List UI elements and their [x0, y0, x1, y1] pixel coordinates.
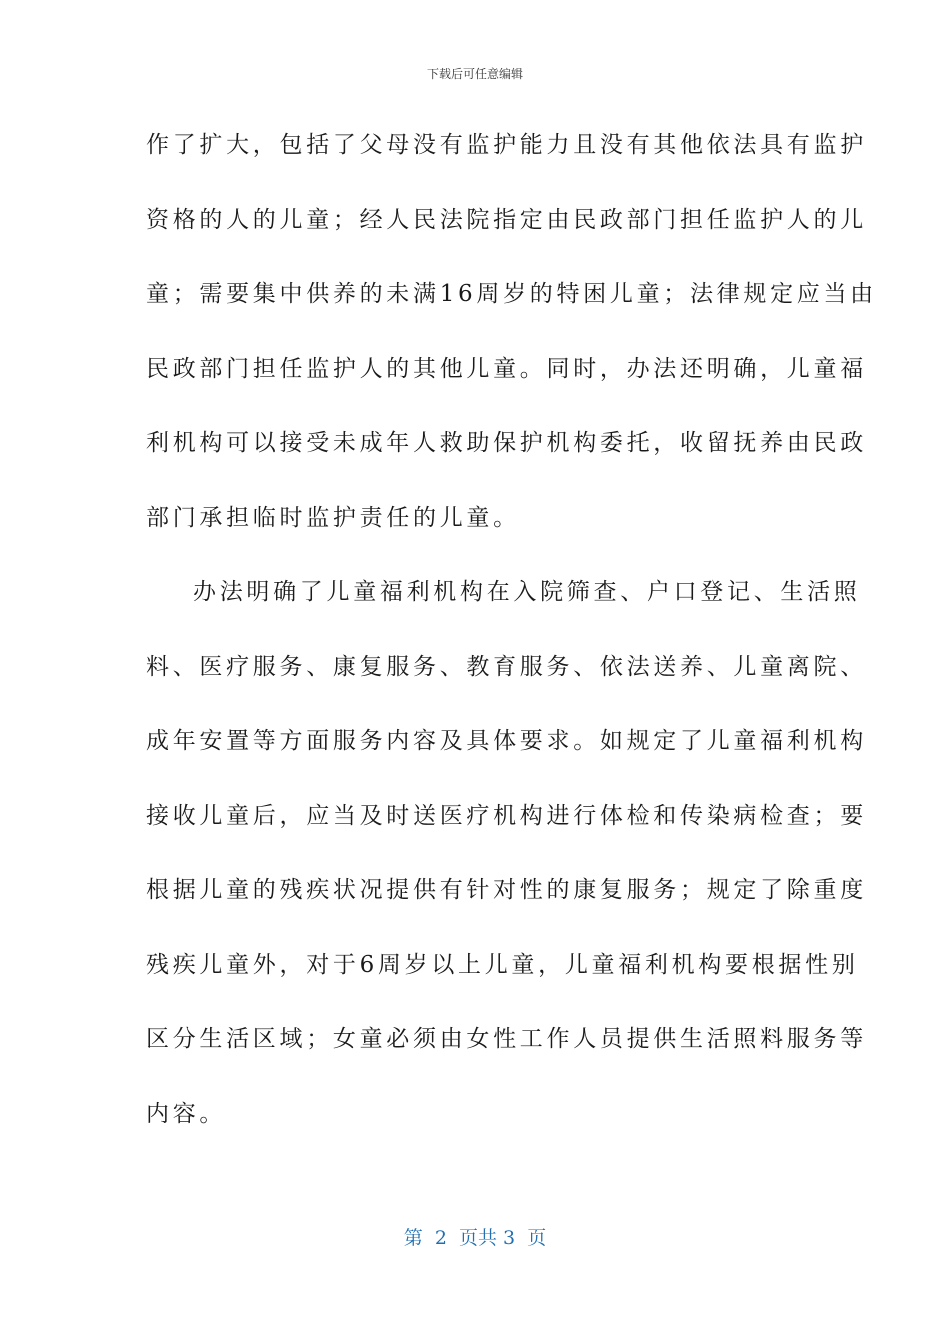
- paragraph-line: 部门承担临时监护责任的儿童。: [146, 504, 520, 531]
- paragraph-line: 区分生活区域；女童必须由女性工作人员提供生活照料服务等: [146, 1026, 867, 1052]
- paragraph-line: 童；需要集中供养的未满16周岁的特困儿童；法律规定应当由: [146, 281, 877, 307]
- paragraph-line: 内容。: [146, 1100, 227, 1127]
- paragraph-line: 办法明确了儿童福利机构在入院筛查、户口登记、生活照: [193, 579, 861, 605]
- page-header: 下载后可任意编辑: [426, 67, 523, 81]
- paragraph-line: 作了扩大，包括了父母没有监护能力且没有其他依法具有监护: [146, 132, 867, 158]
- paragraph-line: 利机构可以接受未成年人救助保护机构委托，收留抚养由民政: [146, 430, 867, 456]
- paragraph-line: 接收儿童后，应当及时送医疗机构进行体检和传染病检查；要: [146, 802, 867, 829]
- paragraph-line: 根据儿童的残疾状况提供有针对性的康复服务；规定了除重度: [146, 877, 867, 903]
- document-body: [146, 108, 877, 1151]
- paragraph-line: 资格的人的儿童；经人民法院指定由民政部门担任监护人的儿: [146, 206, 867, 233]
- paragraph-line: 残疾儿童外，对于6周岁以上儿童，儿童福利机构要根据性别: [146, 951, 859, 978]
- page-number: 第 2 页共 3 页: [403, 1227, 547, 1249]
- paragraph-line: 民政部门担任监护人的其他儿童。同时，办法还明确，儿童福: [146, 355, 867, 382]
- paragraph-line: 料、医疗服务、康复服务、教育服务、依法送养、儿童离院、: [146, 653, 867, 680]
- paragraph-line: 成年安置等方面服务内容及具体要求。如规定了儿童福利机构: [146, 728, 867, 754]
